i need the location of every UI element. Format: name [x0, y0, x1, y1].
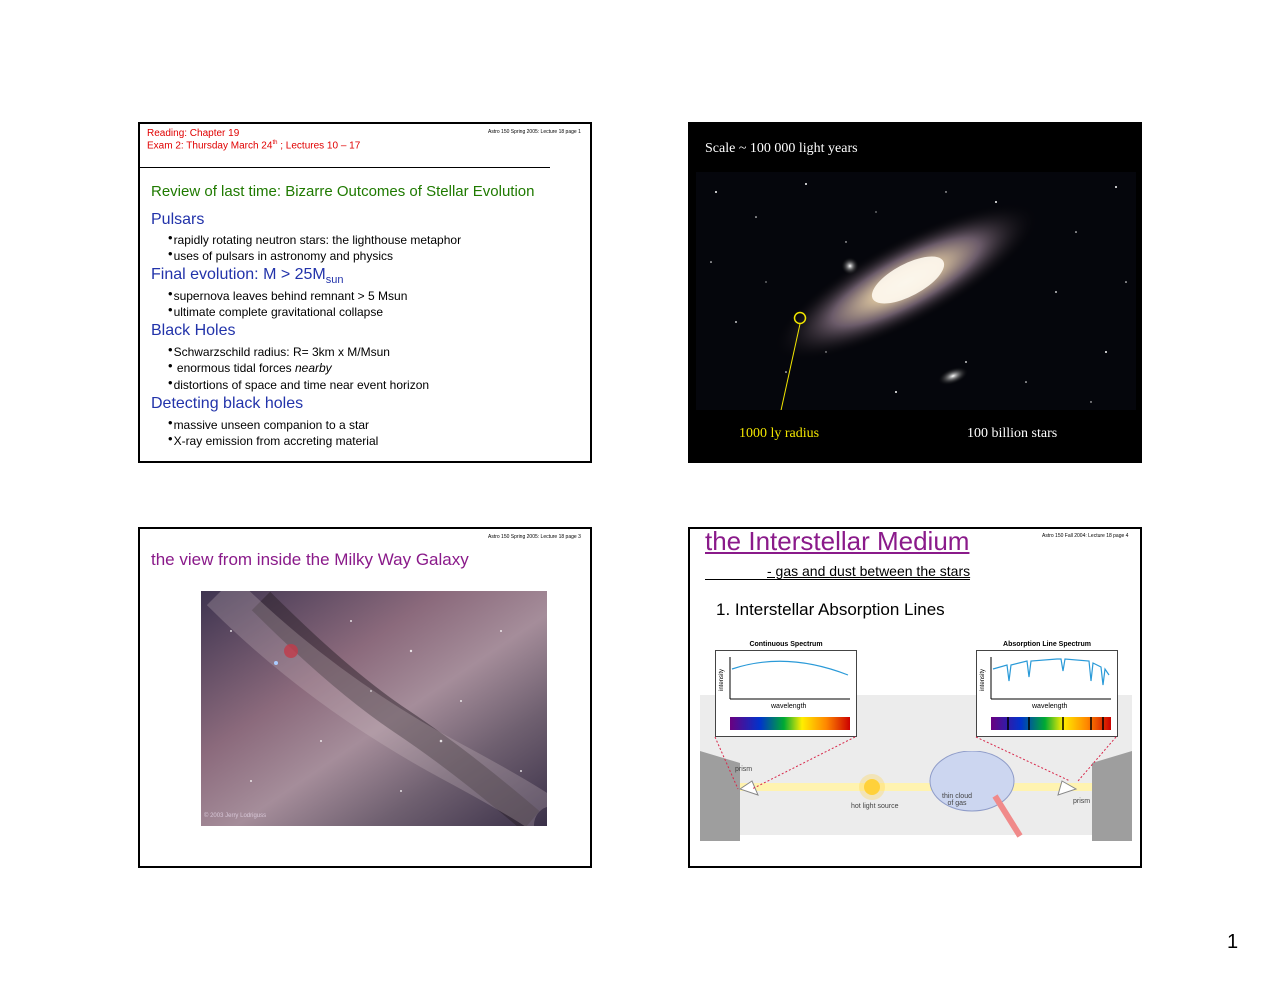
andromeda-galaxy-image [696, 172, 1136, 410]
slide-subtitle: - gas and dust between the stars [705, 563, 970, 580]
slide-2 [688, 122, 1142, 463]
scale-label: Scale ~ 100 000 light years [705, 141, 858, 156]
slide-title: the Interstellar Medium [705, 527, 970, 556]
slide-header: Astro 150 Fall 2004: Lecture 18 page 4 [1042, 533, 1129, 539]
milky-way-image [201, 591, 547, 826]
slide-title: Review of last time: Bizarre Outcomes of Stellar Evolution [151, 183, 535, 200]
absorption-spectrum-panel [976, 641, 1118, 737]
continuous-spectrum-panel [715, 641, 857, 737]
wavelength-label: wavelength [771, 703, 807, 710]
radius-label: 1000 ly radius [739, 426, 820, 441]
slide-header: Astro 150 Spring 2005: Lecture 18 page 3 [488, 534, 581, 540]
bullet: • ultimate complete gravitational collapse [168, 302, 383, 319]
copyright: © 2003 Jerry Lodriguss [204, 813, 267, 819]
absorption-graph [977, 651, 1117, 736]
prism-label: prism [735, 766, 753, 773]
slide-3 [138, 527, 592, 868]
reading-text: Reading: Chapter 19 [147, 128, 240, 139]
bullet: • distortions of space and time near event horizon [168, 375, 429, 392]
heading-detecting: Detecting black holes [151, 395, 304, 412]
bullet: • rapidly rotating neutron stars: the lighthouse metaphor [168, 230, 461, 247]
heading-final-evolution: Final evolution: $M > 25M_{sun}$ [151, 266, 344, 287]
bullet: • uses of pulsars in astronomy and physics [168, 246, 393, 263]
intensity-label: intensity [980, 668, 986, 691]
stars-label: 100 billion stars [967, 426, 1058, 441]
slide-1 [138, 122, 592, 463]
bullet: • massive unseen companion to a star [168, 415, 369, 432]
continuous-label: Continuous Spectrum [749, 641, 823, 648]
bullet: • X-ray emission from accreting material [168, 431, 378, 448]
intensity-label: intensity [719, 668, 725, 691]
slide-title: the view from inside the Milky Way Galaxy [151, 550, 469, 569]
divider [140, 167, 550, 168]
heading-pulsars: Pulsars [151, 211, 205, 228]
light-source-label: hot light source [851, 803, 899, 810]
slide-header: Astro 150 Spring 2005: Lecture 18 page 1 [488, 129, 581, 135]
slide-4 [688, 527, 1142, 868]
exam-text: Exam 2: Thursday March 24th ; Lectures 10 – 17 [147, 140, 361, 152]
heading-black-holes: Black Holes [151, 322, 236, 339]
absorption-label: Absorption Line Spectrum [1003, 641, 1091, 648]
bullet: • enormous tidal forces nearby [168, 358, 332, 375]
page-number: 1 [1227, 931, 1239, 953]
bullet: • Schwarzschild radius: R= 3km x M/Msun [168, 342, 390, 359]
point-text: 1. Interstellar Absorption Lines [716, 600, 945, 619]
continuous-graph [716, 651, 856, 736]
diagram-connector-lines [700, 729, 1132, 799]
bullet: • supernova leaves behind remnant > 5 Msun [168, 286, 407, 303]
wavelength-label: wavelength [1032, 703, 1068, 710]
cloud-label: thin cloud of gas [942, 793, 972, 807]
prism-label: prism [1073, 798, 1091, 805]
